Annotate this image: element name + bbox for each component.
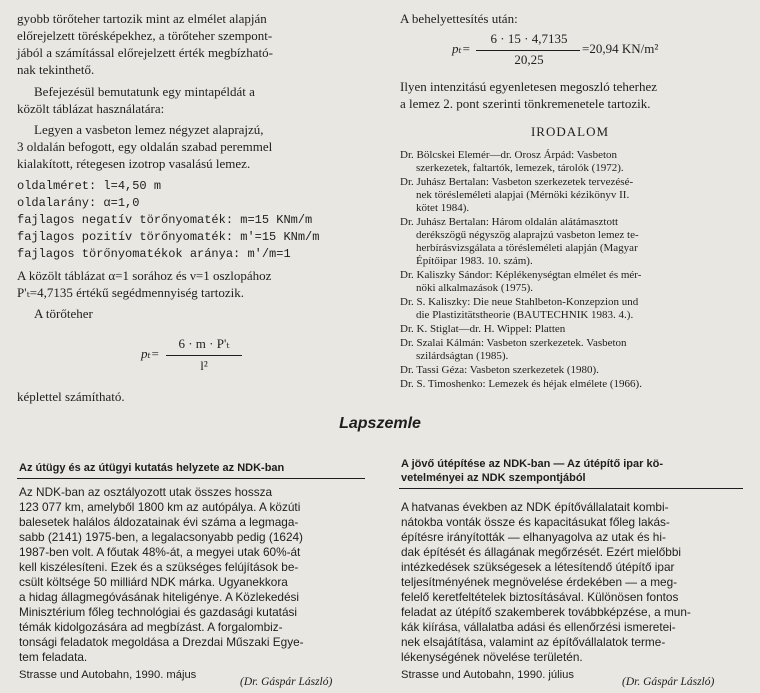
load-label: A törőteher xyxy=(34,306,93,321)
article-body-line: A hatvanas években az NDK építővállalatait kombi- xyxy=(401,500,669,514)
article-body-line: lékenységének növelése területén. xyxy=(401,650,583,664)
paragraph-line: Befejezésül bemutatunk egy mintapéldát a xyxy=(34,84,255,99)
article-body-line: Minisztérium főleg technológiai és gazdasági kutatási xyxy=(19,605,298,619)
reference-line: herbírásvizsgálata a törésleméleti alapján (Magyar xyxy=(416,242,638,254)
references-title: IRODALOM xyxy=(530,124,610,139)
formula-lhs: pₜ= xyxy=(452,41,471,56)
article-body-line: a hidag állagmegóvásának hiteligénye. A Közlekedési xyxy=(19,590,300,604)
intro-line: jából a számítással előrejelzett érték megbízható- xyxy=(17,45,273,60)
conclusion-line: Ilyen intenzitású egyenletesen megoszló teherhez xyxy=(400,79,658,94)
article-body-line: tonsági feladatok megoldása a Drezdai Műszaki Egye- xyxy=(19,635,304,649)
article-source: Strasse und Autobahn, 1990. július xyxy=(401,669,574,681)
article-body-line: feladat az útépítő szakemberek továbbképzése, a mun- xyxy=(401,605,691,619)
table-note-line: A közölt táblázat α=1 sorához és ν=1 oszlopához xyxy=(17,268,272,283)
article-body-line: nek elsajátítása, valamint az építővállalatok terme- xyxy=(401,635,666,649)
reference-line: nöki alkalmazások (1975). xyxy=(416,282,533,294)
article-title: Az útügy és az útügyi kutatás helyzete az NDK-ban xyxy=(19,462,285,474)
reference-line: Dr. Kaliszky Sándor: Képlékenységtan elmélet és mér- xyxy=(400,269,642,281)
example-line: kialakított, rétegesen izotrop vasalású lemez. xyxy=(17,156,251,171)
formula-denominator: l² xyxy=(200,358,208,373)
section-title: Lapszemle xyxy=(339,415,421,432)
title-rule xyxy=(17,478,365,479)
article-title-line: A jövő útépítése az NDK-ban — Az útépítő ipar kö- xyxy=(401,458,663,470)
reference-line: szerkezetek, faltartók, lemezek, tárolók (1972). xyxy=(416,162,624,174)
param-line: fajlagos pozitív törőnyomaték: m'=15 KNm/m xyxy=(17,230,320,244)
calc-note: képlettel számítható. xyxy=(17,389,125,404)
article-body-line: kák kiírása, vállalatba adási és ellenőrzési ismeretei- xyxy=(401,620,676,634)
table-note-line: P'ₜ=4,7135 értékű segédmennyiség tartozik. xyxy=(17,285,244,300)
article-body-line: Az NDK-ban az osztályozott utak összes hossza xyxy=(19,485,273,499)
formula-numerator: 6 · 15 · 4,7135 xyxy=(490,31,568,46)
formula-numerator: 6 · m · P'ₜ xyxy=(178,336,230,351)
reference-line: nek törésleméleti alapjai (Mérnöki kézikönyv II. xyxy=(416,189,630,201)
title-rule xyxy=(399,488,743,489)
reference-line: Dr. S. Timoshenko: Lemezek és héjak elmélete (1966). xyxy=(400,378,642,390)
reference-line: Dr. Juhász Bertalan: Három oldalán alátámasztott xyxy=(400,216,619,228)
article-body-line: felelő keretfeltételek biztosításával. Különösen fontos xyxy=(401,590,679,604)
intro-line: gyobb törőteher tartozik mint az elmélet alapján xyxy=(17,11,267,26)
article-body-line: dak építését és állagának megőrzését. Ezért mielőbbi xyxy=(401,545,682,559)
reference-line: derékszögű négyszög alaprajzú vasbeton lemez te- xyxy=(416,229,639,241)
article-body-line: témák kidolgozására ad megbízást. A forgalombiz- xyxy=(19,620,283,634)
param-line: fajlagos törőnyomatékok aránya: m'/m=1 xyxy=(17,247,291,261)
param-line: oldalméret: l=4,50 m xyxy=(17,179,162,193)
article-body-line: intézkedések szükségesek a létesítendő útépítő ipar xyxy=(401,560,675,574)
intro-line: előrejelzett törésképekhez, a törőteher szempont- xyxy=(17,28,273,43)
article-source: Strasse und Autobahn, 1990. május xyxy=(19,669,197,681)
formula-lhs: pₜ= xyxy=(141,346,160,361)
article-body-line: teljesítményének megnövelése érdekében — a meg- xyxy=(401,575,678,589)
article-body-line: sabb (2141) 1975-ben, a legalacsonyabb pedig (1624) xyxy=(19,530,303,544)
article-body-line: csült költsége 50 milliárd NDK márka. Ugyanekkora xyxy=(19,575,288,589)
article-body-line: balesetek halálos áldozatainak évi száma a legmaga- xyxy=(19,515,299,529)
formula-denominator: 20,25 xyxy=(514,52,544,67)
article-author: (Dr. Gáspár László) xyxy=(622,676,715,688)
substitution-label: A behelyettesítés után: xyxy=(400,11,518,26)
intro-line: nak tekinthető. xyxy=(17,62,95,77)
formula-result: =20,94 KN/m² xyxy=(582,41,659,56)
param-line: oldalarány: α=1,0 xyxy=(17,196,140,210)
article-body-line: 1987-ben volt. A főutak 48%-át, a megyei utak 60%-át xyxy=(19,545,301,559)
article-body-line: tem feladata. xyxy=(19,650,88,664)
article-title-line: vetelményei az NDK szempontjából xyxy=(401,472,586,484)
fraction-bar xyxy=(476,50,580,51)
fraction-bar xyxy=(166,355,242,356)
reference-line: Dr. K. Stiglat—dr. H. Wippel: Platten xyxy=(400,323,566,335)
reference-line: Dr. Juhász Bertalan: Vasbeton szerkezetek tervezésé- xyxy=(400,176,634,188)
reference-line: Dr. Tassi Géza: Vasbeton szerkezetek (1980). xyxy=(400,364,599,376)
reference-line: kötet 1984). xyxy=(416,202,470,214)
reference-line: Építőipar 1983. 10. szám). xyxy=(416,255,533,267)
conclusion-line: a lemez 2. pont szerinti tönkremenetele tartozik. xyxy=(400,96,651,111)
article-body-line: nátokba vonták össze és kapacitásukat főleg lakás- xyxy=(401,515,670,529)
param-line: fajlagos negatív törőnyomaték: m=15 KNm/m xyxy=(17,213,313,227)
reference-line: die Plastizitätstheorie (BAUTECHNIK 1983. 4.). xyxy=(416,309,634,321)
reference-line: Dr. Bölcskei Elemér—dr. Orosz Árpád: Vasbeton xyxy=(400,149,618,161)
example-line: Legyen a vasbeton lemez négyzet alaprajzú, xyxy=(34,122,264,137)
article-body-line: kell kiszélesíteni. Ezek és a szükséges felújítások be- xyxy=(19,560,299,574)
reference-line: Dr. S. Kaliszky: Die neue Stahlbeton-Konzepzion und xyxy=(400,296,639,308)
reference-line: Dr. Szalai Kálmán: Vasbeton szerkezetek. Vasbeton xyxy=(400,337,627,349)
reference-line: szilárdságtan (1985). xyxy=(416,350,509,362)
article-body-line: 123 077 km, amelyből 1800 km az autópálya. A közúti xyxy=(19,500,301,514)
example-line: 3 oldalán befogott, egy oldalán szabad peremmel xyxy=(17,139,273,154)
paragraph-line: közölt táblázat használatára: xyxy=(17,101,165,116)
article-author: (Dr. Gáspár László) xyxy=(240,676,333,688)
article-body-line: építésre irányították — elhanyagolva az utak és hi- xyxy=(401,530,666,544)
